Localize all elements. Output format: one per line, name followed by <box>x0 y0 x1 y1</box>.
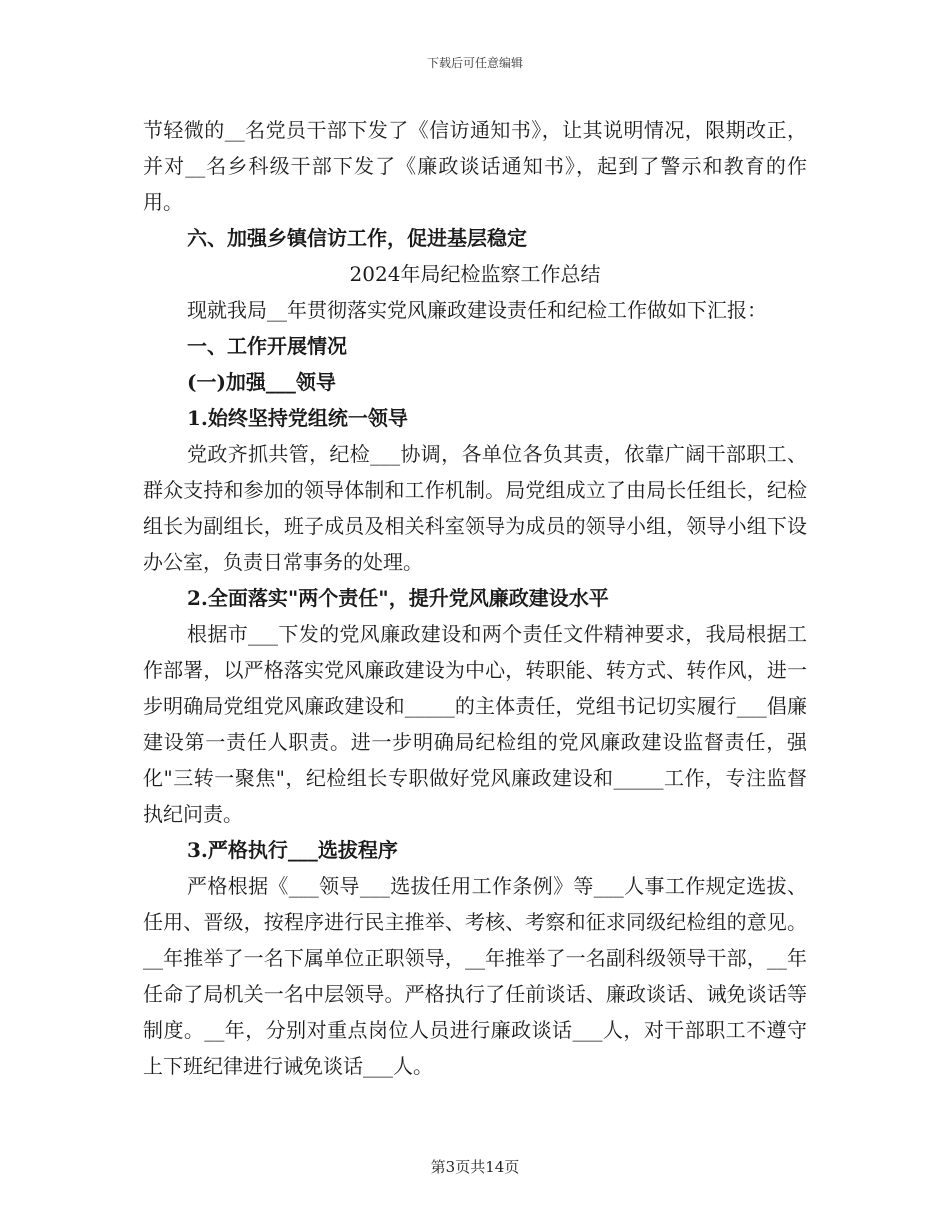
item-heading-3: 3.严格执行___选拔程序 <box>187 838 398 862</box>
item-heading-1: 1.始终坚持党组统一领导 <box>187 406 408 430</box>
page-footer: 第3页共14页 <box>430 1158 520 1176</box>
paragraph-continuation: 节轻微的__名党员干部下发了《信访通知书》，让其说明情况，限期改正，并对__名乡科级干部下发了《廉政谈话通知书》，起到了警示和教育的作用。 <box>143 118 807 214</box>
section-heading-one: 一、工作开展情况 <box>187 334 347 358</box>
body-paragraph-1: 党政齐抓共管，纪检___协调，各单位各负其责，依靠广阔干部职工、群众支持和参加的领导体制和工作机制。局党组成立了由局长任组长，纪检组长为副组长，班子成员及相关科室领导为成员的领导小组，领导小组下设办公室，负责日常事务的处理。 <box>143 442 807 574</box>
section-heading-six: 六、加强乡镇信访工作，促进基层稳定 <box>187 226 527 250</box>
body-paragraph-2: 根据市___下发的党风廉政建设和两个责任文件精神要求，我局根据工作部署，以严格落实党风廉政建设为中心，转职能、转方式、转作风，进一步明确局党组党风廉政建设和_____的主体责任，党组书记切实履行___倡廉建设第一责任人职责。进一步明确局纪检组的党风廉政建设监督责任，强化"三转一聚焦"，纪检组长专职做好党风廉政建设和_____工作，专注监督执纪问责。 <box>143 622 807 826</box>
intro-paragraph: 现就我局__年贯彻落实党风廉政建设责任和纪检工作做如下汇报： <box>187 298 767 322</box>
body-paragraph-3: 严格根据《___领导___选拔任用工作条例》等___人事工作规定选拔、任用、晋级，按程序进行民主推举、考核、考察和征求同级纪检组的意见。__年推举了一名下属单位正职领导，__年推举了一名副科级领导干部，__年任命了局机关一名中层领导。严格执行了任前谈话、廉政谈话、诫免谈话等制度。__年，分别对重点岗位人员进行廉政谈话___人，对干部职工不遵守上下班纪律进行诫免谈话___人。 <box>143 874 807 1078</box>
subsection-heading-strengthen: (一)加强___领导 <box>187 370 336 394</box>
document-title: 2024年局纪检监察工作总结 <box>349 262 601 286</box>
page-header: 下载后可任意编辑 <box>426 56 523 70</box>
item-heading-2: 2.全面落实"两个责任"，提升党风廉政建设水平 <box>187 586 609 610</box>
document-body <box>143 112 807 1084</box>
